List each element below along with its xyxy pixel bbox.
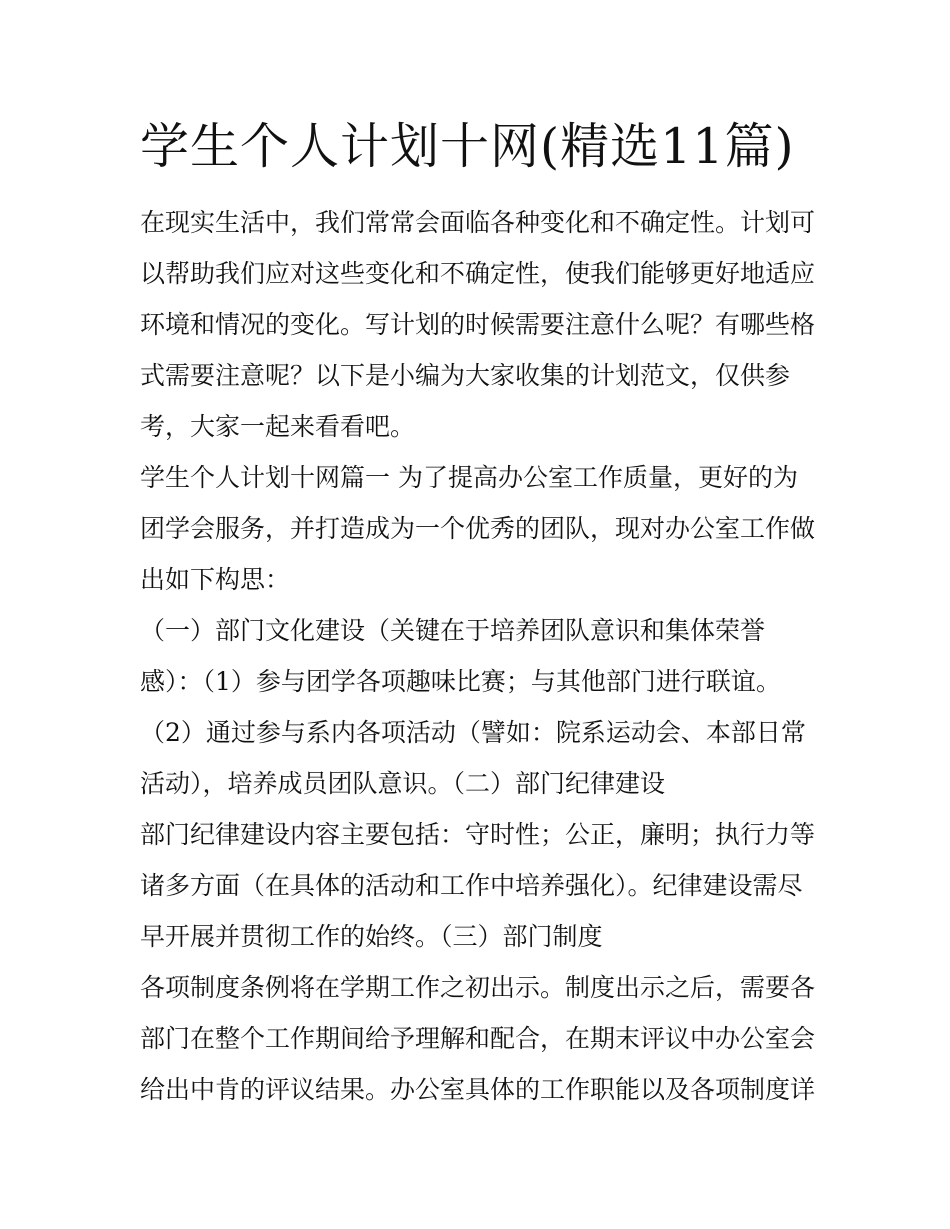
paragraph-line: 以帮助我们应对这些变化和不确定性，使我们能够更好地适应 — [140, 259, 816, 288]
paragraph-line: 式需要注意呢？以下是小编为大家收集的计划范文，仅供参 — [140, 361, 791, 390]
paragraph-line: 出如下构思： — [140, 565, 291, 594]
paragraph-line: 团学会服务，并打造成为一个优秀的团队，现对办公室工作做 — [140, 514, 816, 543]
paragraph-line: 部门在整个工作期间给予理解和配合，在期末评议中办公室会 — [140, 1024, 816, 1053]
paragraph-line: 部门纪律建设内容主要包括：守时性；公正，廉明；执行力等 — [140, 820, 816, 849]
document-body — [140, 197, 830, 1115]
paragraph-line: 各项制度条例将在学期工作之初出示。制度出示之后，需要各 — [140, 973, 816, 1002]
paragraph-line: 考，大家一起来看看吧。 — [140, 412, 416, 441]
paragraph-line: 诸多方面（在具体的活动和工作中培养强化）。纪律建设需尽 — [140, 871, 803, 900]
paragraph-line: 环境和情况的变化。写计划的时候需要注意什么呢？有哪些格 — [140, 310, 816, 339]
paragraph-line: （2）通过参与系内各项活动（譬如：院系运动会、本部日常 — [140, 718, 806, 747]
paragraph-line: （一）部门文化建设（关键在于培养团队意识和集体荣誉 — [140, 616, 766, 645]
paragraph-line: 学生个人计划十网篇一 为了提高办公室工作质量，更好的为 — [140, 463, 798, 492]
paragraph-line: 早开展并贯彻工作的始终。（三）部门制度 — [140, 922, 603, 951]
paragraph-line: 感）：（1）参与团学各项趣味比赛；与其他部门进行联谊。 — [140, 667, 781, 696]
paragraph-line: 给出中肯的评议结果。办公室具体的工作职能以及各项制度详 — [140, 1075, 816, 1104]
paragraph-line: 在现实生活中，我们常常会面临各种变化和不确定性。计划可 — [140, 208, 816, 237]
document-title: 学生个人计划十网(精选11篇) — [140, 118, 795, 175]
paragraph-line: 活动），培养成员团队意识。（二）部门纪律建设 — [140, 769, 666, 798]
